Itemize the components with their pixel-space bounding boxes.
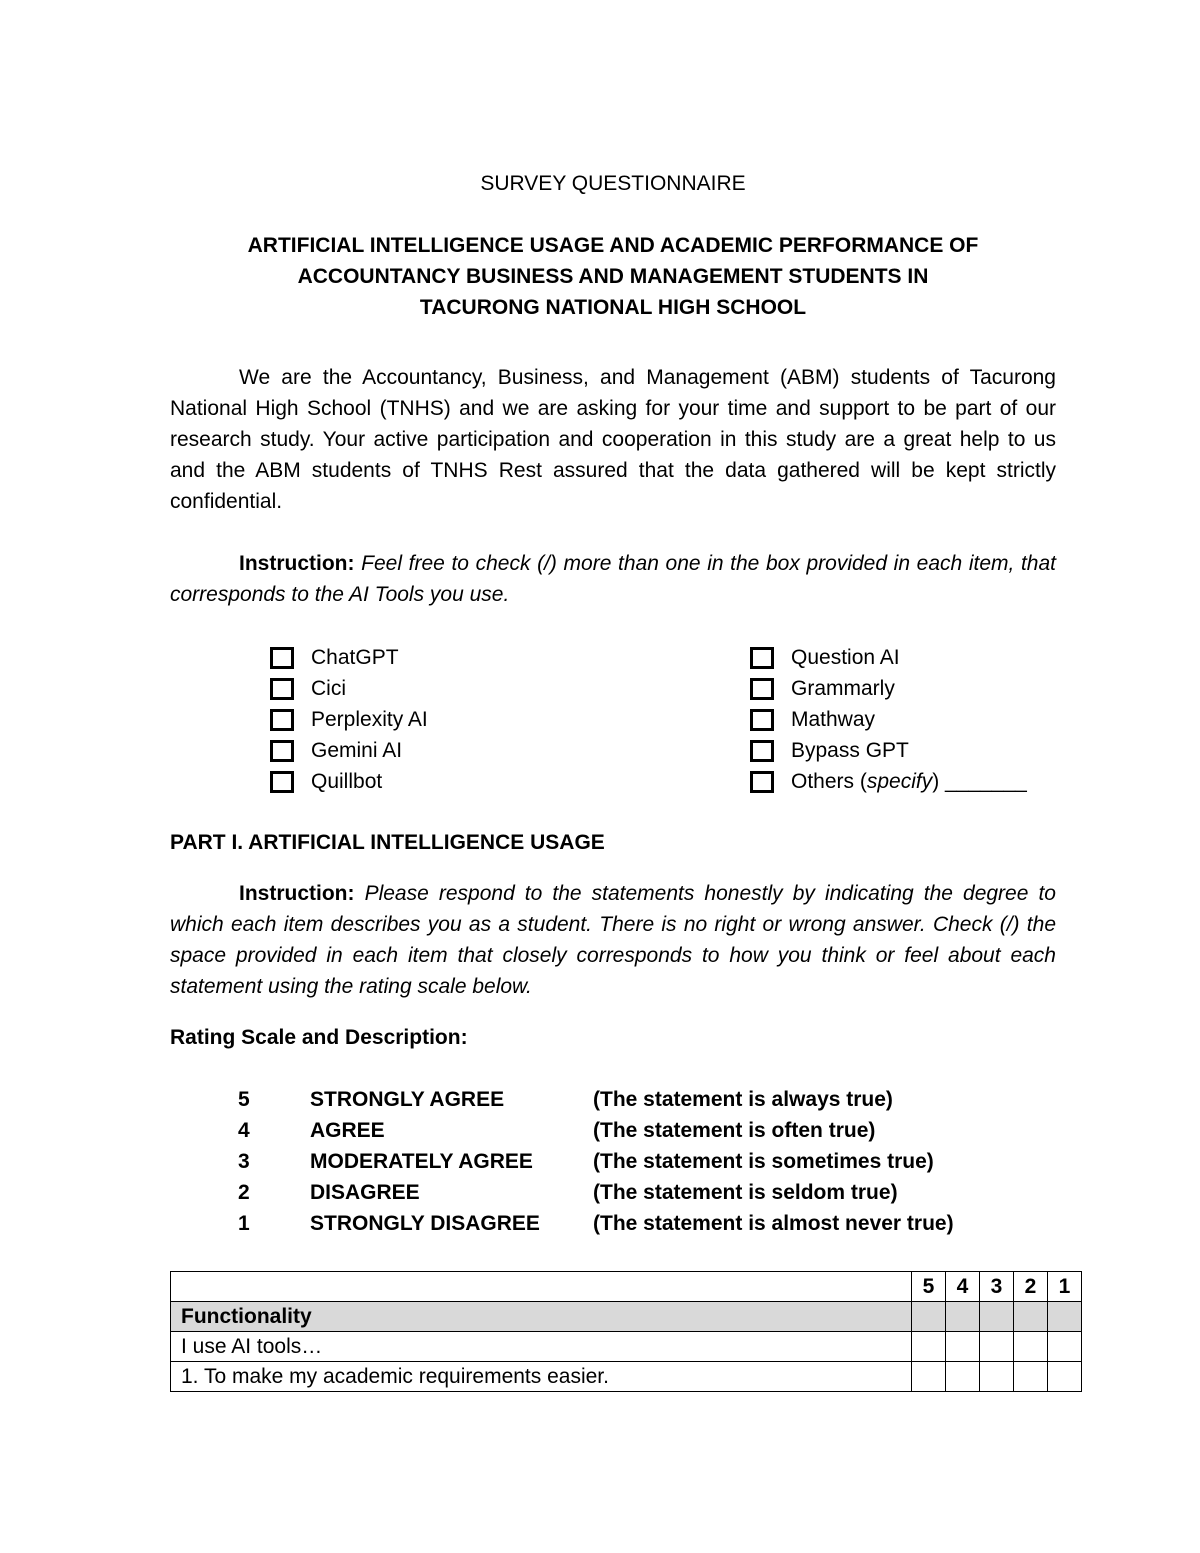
checkbox[interactable] — [750, 678, 774, 700]
scale-label: STRONGLY DISAGREE — [310, 1211, 540, 1235]
intro-paragraph: We are the Accountancy, Business, and Management (ABM) students of Tacurong National High School (TNHS) and we are asking for your time and support to be part of our research study. Your active participation and cooperation in this study are a great help to us and the ABM students of TNHS Rest assured that the data gathered will be kept strictly confidential. — [170, 366, 1056, 513]
research-title-line: TACURONG NATIONAL HIGH SCHOOL — [419, 296, 807, 319]
category-cell — [946, 1302, 980, 1332]
table-header-row — [171, 1272, 1082, 1302]
scale-header: 1 — [1048, 1272, 1082, 1302]
lead-in-text: I use AI tools… — [171, 1332, 912, 1362]
tool-label: Others (specify) _______ — [791, 769, 1027, 793]
research-title-line: ACCOUNTANCY BUSINESS AND MANAGEMENT STUDENTS IN — [297, 265, 929, 288]
checkbox[interactable] — [750, 647, 774, 669]
scale-value: 2 — [238, 1180, 250, 1204]
tool-option[interactable] — [750, 673, 1027, 704]
checkbox[interactable] — [270, 771, 294, 793]
tool-label: Gemini AI — [311, 738, 403, 762]
rating-cell-1[interactable] — [1048, 1362, 1082, 1392]
checkbox[interactable] — [750, 709, 774, 731]
scale-description: (The statement is often true) — [593, 1118, 876, 1142]
tool-option[interactable] — [270, 642, 428, 673]
empty-cell — [946, 1332, 980, 1362]
scale-row — [238, 1084, 954, 1115]
scale-description: (The statement is almost never true) — [593, 1211, 954, 1235]
tool-option[interactable] — [750, 704, 1027, 735]
category-cell — [980, 1302, 1014, 1332]
checkbox[interactable] — [750, 771, 774, 793]
tools-instruction — [170, 548, 1056, 610]
tool-label: Quillbot — [311, 769, 383, 793]
scale-label: AGREE — [310, 1118, 385, 1142]
rating-scale-heading: Rating Scale and Description: — [170, 1026, 468, 1049]
tool-label: Grammarly — [791, 676, 895, 700]
tool-option[interactable] — [270, 735, 428, 766]
rating-cell-2[interactable] — [1014, 1362, 1048, 1392]
scale-header: 2 — [1014, 1272, 1048, 1302]
tools-instruction-text: Feel free to check (/) more than one in the box provided in each item, that corresponds to the AI Tools you use. — [170, 552, 1056, 606]
empty-cell — [912, 1332, 946, 1362]
scale-header: 4 — [946, 1272, 980, 1302]
rating-cell-5[interactable] — [912, 1362, 946, 1392]
tool-option[interactable] — [270, 704, 428, 735]
rating-cell-4[interactable] — [946, 1362, 980, 1392]
document-title: SURVEY QUESTIONNAIRE — [480, 172, 746, 195]
category-cell — [1014, 1302, 1048, 1332]
scale-row — [238, 1115, 954, 1146]
scale-value: 1 — [238, 1211, 250, 1235]
table-row — [171, 1332, 1082, 1362]
tool-label: Question AI — [791, 645, 900, 669]
scale-header: 3 — [980, 1272, 1014, 1302]
table-row — [171, 1362, 1082, 1392]
part1-instruction-text: Please respond to the statements honestly by indicating the degree to which each item describes you as a student. There is no right or wrong answer. Check (/) the space provided in each item that closely corresponds to how you think or feel about each statement using the rating scale below. — [170, 882, 1056, 998]
tool-option[interactable] — [750, 642, 1027, 673]
scale-value: 3 — [238, 1149, 250, 1173]
scale-value: 5 — [238, 1087, 250, 1111]
part-heading: PART I. ARTIFICIAL INTELLIGENCE USAGE — [170, 831, 605, 854]
ai-tools-list-right — [750, 642, 1027, 797]
scale-label: MODERATELY AGREE — [310, 1149, 533, 1173]
scale-row — [238, 1208, 954, 1239]
rating-table — [170, 1271, 1082, 1392]
scale-header: 5 — [912, 1272, 946, 1302]
scale-description: (The statement is always true) — [593, 1087, 893, 1111]
category-cell — [912, 1302, 946, 1332]
scale-label: STRONGLY AGREE — [310, 1087, 505, 1111]
scale-row — [238, 1177, 954, 1208]
checkbox[interactable] — [270, 740, 294, 762]
part1-instruction-label: Instruction: — [239, 882, 355, 905]
document-page — [170, 0, 1071, 1553]
tool-label: Bypass GPT — [791, 738, 909, 762]
checkbox[interactable] — [270, 647, 294, 669]
tool-label: Mathway — [791, 707, 876, 731]
ai-tools-list-left — [270, 642, 428, 797]
tools-instruction-label: Instruction: — [239, 552, 355, 575]
tool-option[interactable] — [750, 735, 1027, 766]
scale-description: (The statement is sometimes true) — [593, 1149, 934, 1173]
category-label: Functionality — [171, 1302, 912, 1332]
scale-row — [238, 1146, 954, 1177]
table-header-blank — [171, 1272, 912, 1302]
tool-option[interactable] — [270, 766, 428, 797]
scale-description: (The statement is seldom true) — [593, 1180, 898, 1204]
checkbox[interactable] — [750, 740, 774, 762]
checkbox[interactable] — [270, 709, 294, 731]
rating-cell-3[interactable] — [980, 1362, 1014, 1392]
part1-instruction — [170, 878, 1056, 1002]
empty-cell — [980, 1332, 1014, 1362]
empty-cell — [1048, 1332, 1082, 1362]
tool-label: Perplexity AI — [311, 707, 428, 731]
scale-value: 4 — [238, 1118, 250, 1142]
statement-text: 1. To make my academic requirements easier. — [171, 1362, 912, 1392]
empty-cell — [1014, 1332, 1048, 1362]
checkbox[interactable] — [270, 678, 294, 700]
research-title — [170, 230, 1056, 323]
category-cell — [1048, 1302, 1082, 1332]
tool-label: Cici — [311, 676, 346, 700]
scale-label: DISAGREE — [310, 1180, 420, 1204]
tool-label: ChatGPT — [311, 645, 399, 669]
rating-scale-legend — [238, 1084, 954, 1239]
tool-option-others[interactable] — [750, 766, 1027, 797]
tool-option[interactable] — [270, 673, 428, 704]
category-row — [171, 1302, 1082, 1332]
research-title-line: ARTIFICIAL INTELLIGENCE USAGE AND ACADEMIC PERFORMANCE OF — [247, 234, 979, 257]
